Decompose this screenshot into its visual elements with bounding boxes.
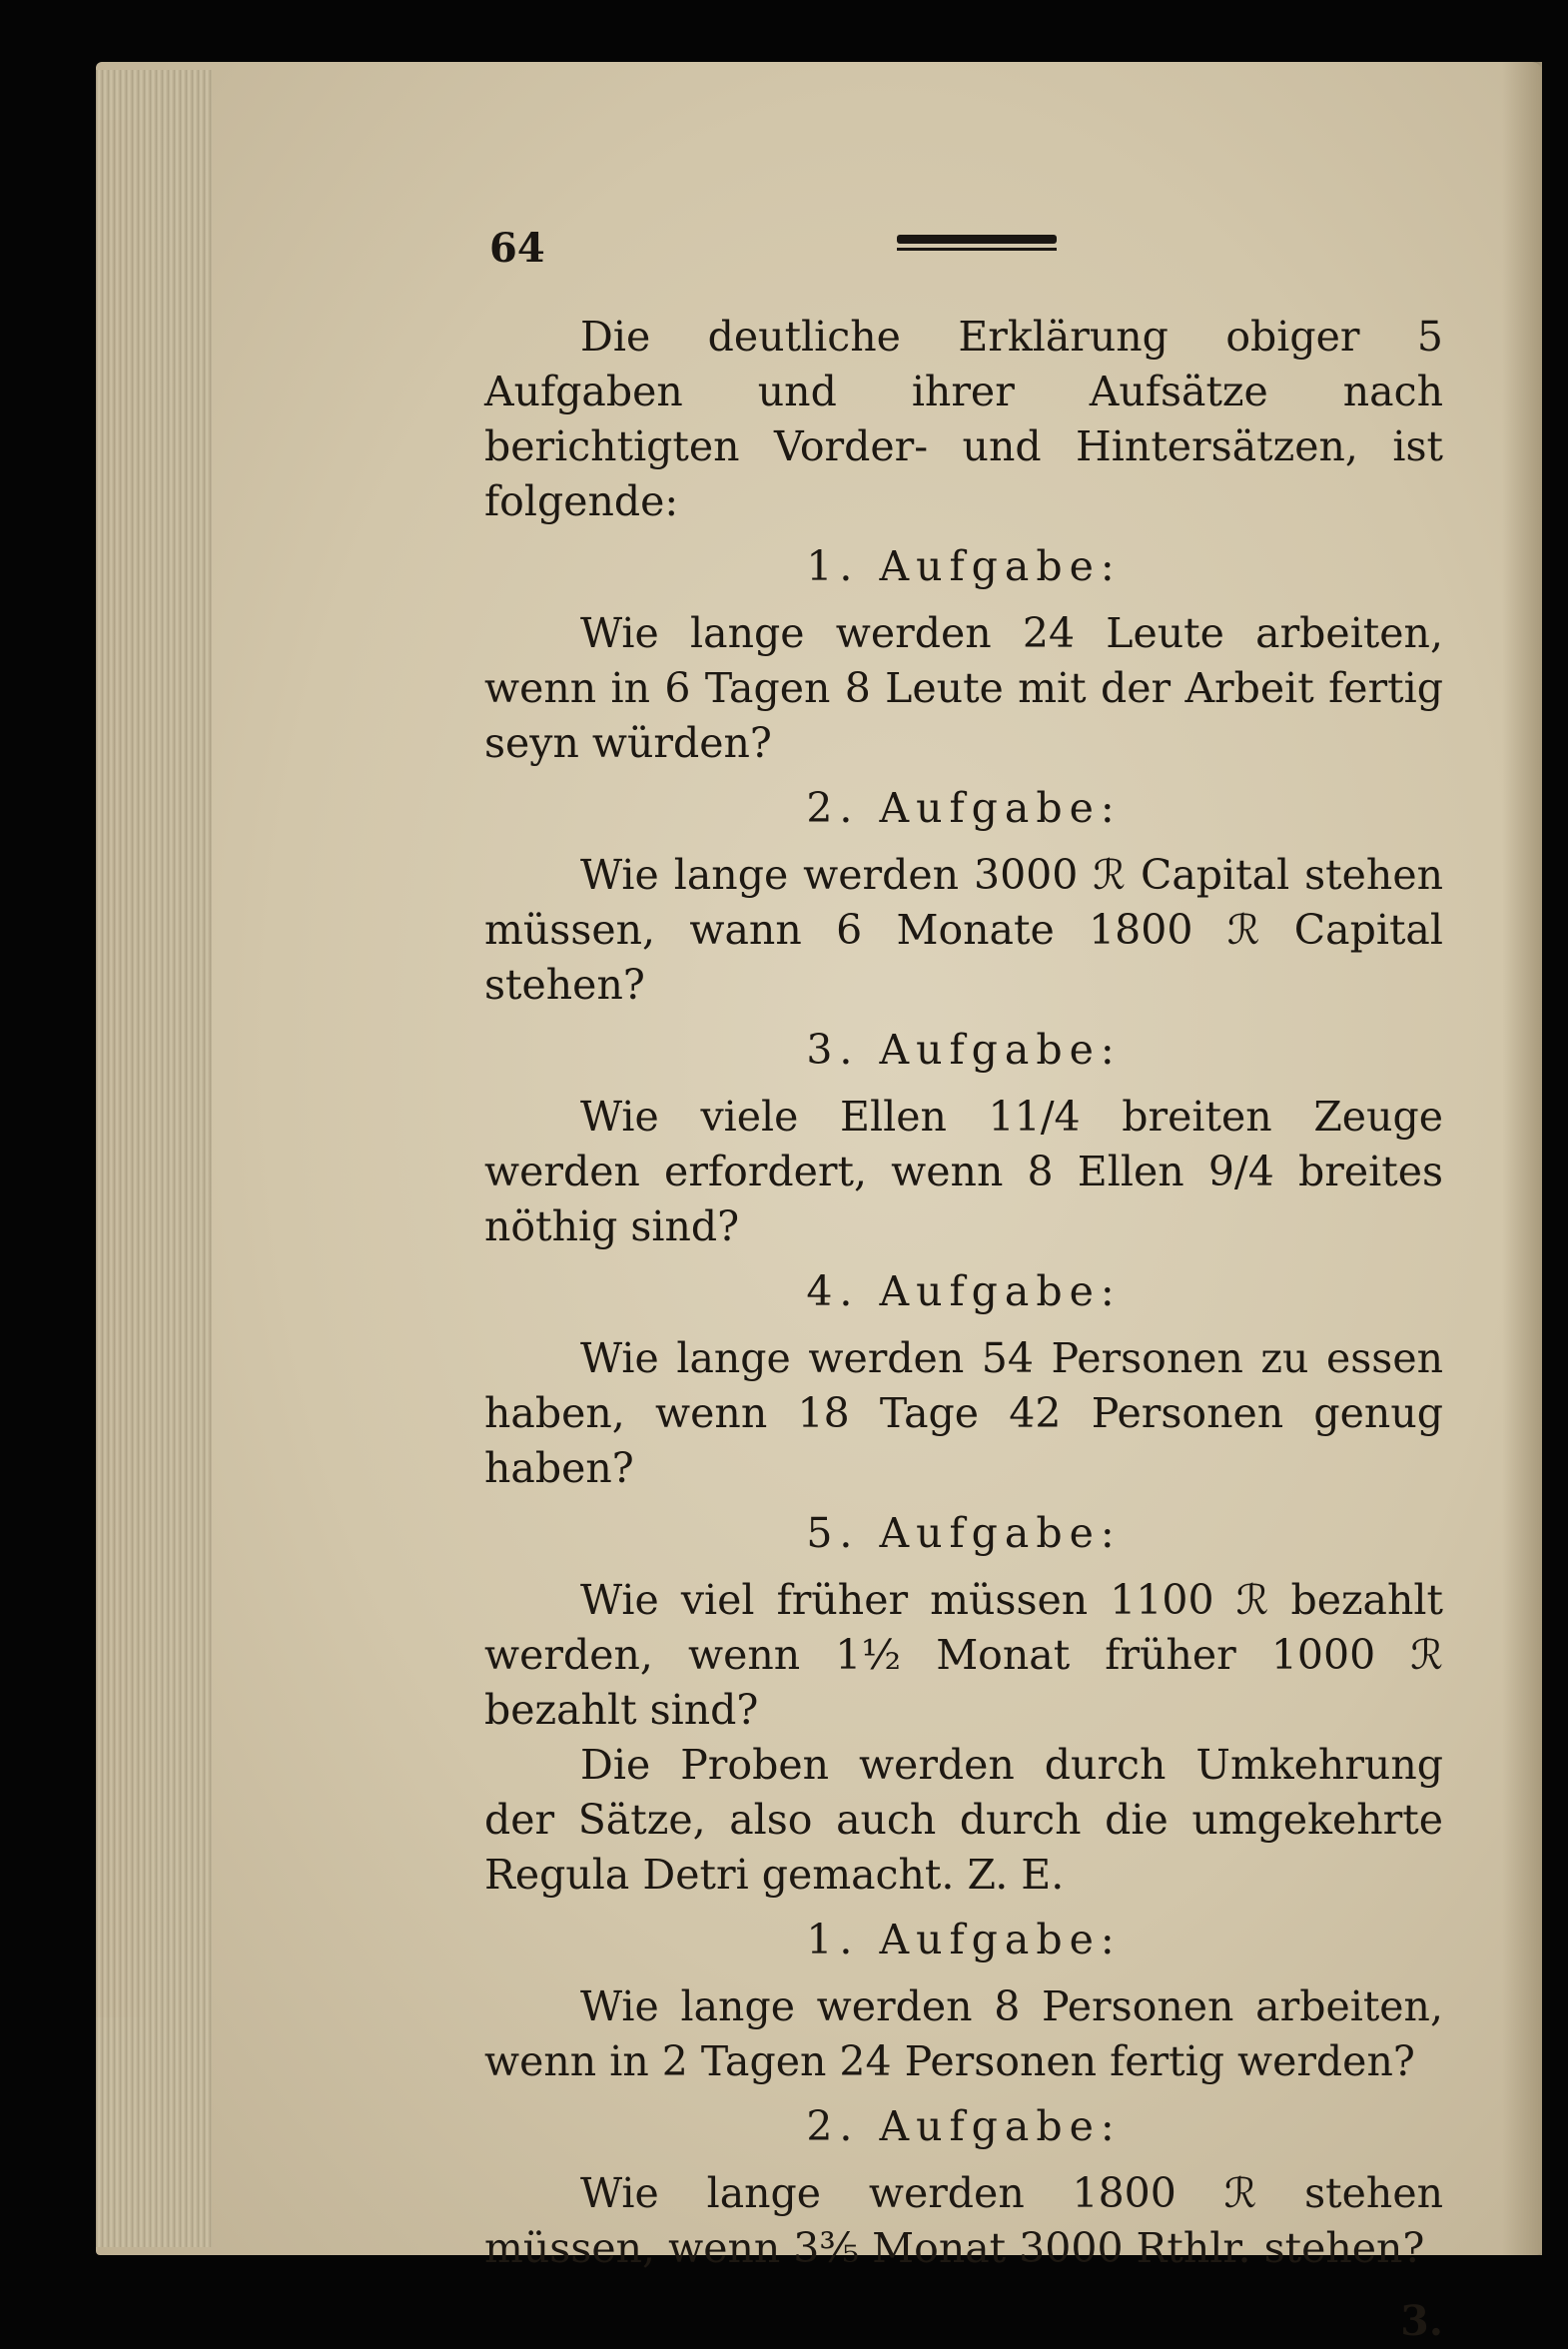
problem-4-heading: 4. Aufgabe: <box>806 1267 1122 1315</box>
page-number: 64 <box>489 225 545 272</box>
header-ornament-rule <box>897 235 1057 244</box>
problem-4-text: Wie lange werden 54 Personen zu essen haben, wenn 18 Tage 42 Personen genug haben? <box>484 1334 1443 1492</box>
problem-3-heading: 3. Aufgabe: <box>806 1026 1122 1074</box>
problem-1-heading: 1. Aufgabe: <box>806 542 1122 590</box>
catchword: 3. <box>1400 2297 1443 2345</box>
page-body <box>484 310 1443 2349</box>
proof-1-heading: 1. Aufgabe: <box>806 1916 1122 1963</box>
proof-1-text: Wie lange werden 8 Personen arbeiten, wenn in 2 Tagen 24 Personen fertig werden? <box>484 1982 1443 2085</box>
header-ornament-rule-thin <box>897 248 1057 251</box>
proof-intro-paragraph: Die Proben werden durch Umkehrung der Sätze, also auch durch die umgekehrte Regula Detri gemacht. Z. E. <box>484 1741 1443 1899</box>
proof-2-heading: 2. Aufgabe: <box>806 2102 1122 2150</box>
page-fold <box>1502 62 1542 2255</box>
page-header <box>489 225 1448 285</box>
problem-3-text: Wie viele Ellen 11/4 breiten Zeuge werden erfordert, wenn 8 Ellen 9/4 breites nöthig sind? <box>484 1093 1443 1250</box>
problem-2-heading: 2. Aufgabe: <box>806 784 1122 832</box>
intro-paragraph: Die deutliche Erklärung obiger 5 Aufgaben und ihrer Aufsätze nach berichtigten Vorder- und Hintersätzen, ist folgende: <box>484 313 1443 525</box>
problem-5-heading: 5. Aufgabe: <box>806 1509 1122 1557</box>
page-edges <box>96 70 212 2247</box>
proof-2-text: Wie lange werden 1800 ℛ stehen müssen, wenn 3⅗ Monat 3000 Rthlr. stehen? <box>484 2169 1443 2272</box>
problem-2-text: Wie lange werden 3000 ℛ Capital stehen müssen, wann 6 Monate 1800 ℛ Capital stehen? <box>484 851 1443 1009</box>
problem-5-text: Wie viel früher müssen 1100 ℛ bezahlt werden, wenn 1½ Monat früher 1000 ℛ bezahlt sind? <box>484 1576 1443 1734</box>
problem-1-text: Wie lange werden 24 Leute arbeiten, wenn in 6 Tagen 8 Leute mit der Arbeit fertig seyn würden? <box>484 609 1443 767</box>
